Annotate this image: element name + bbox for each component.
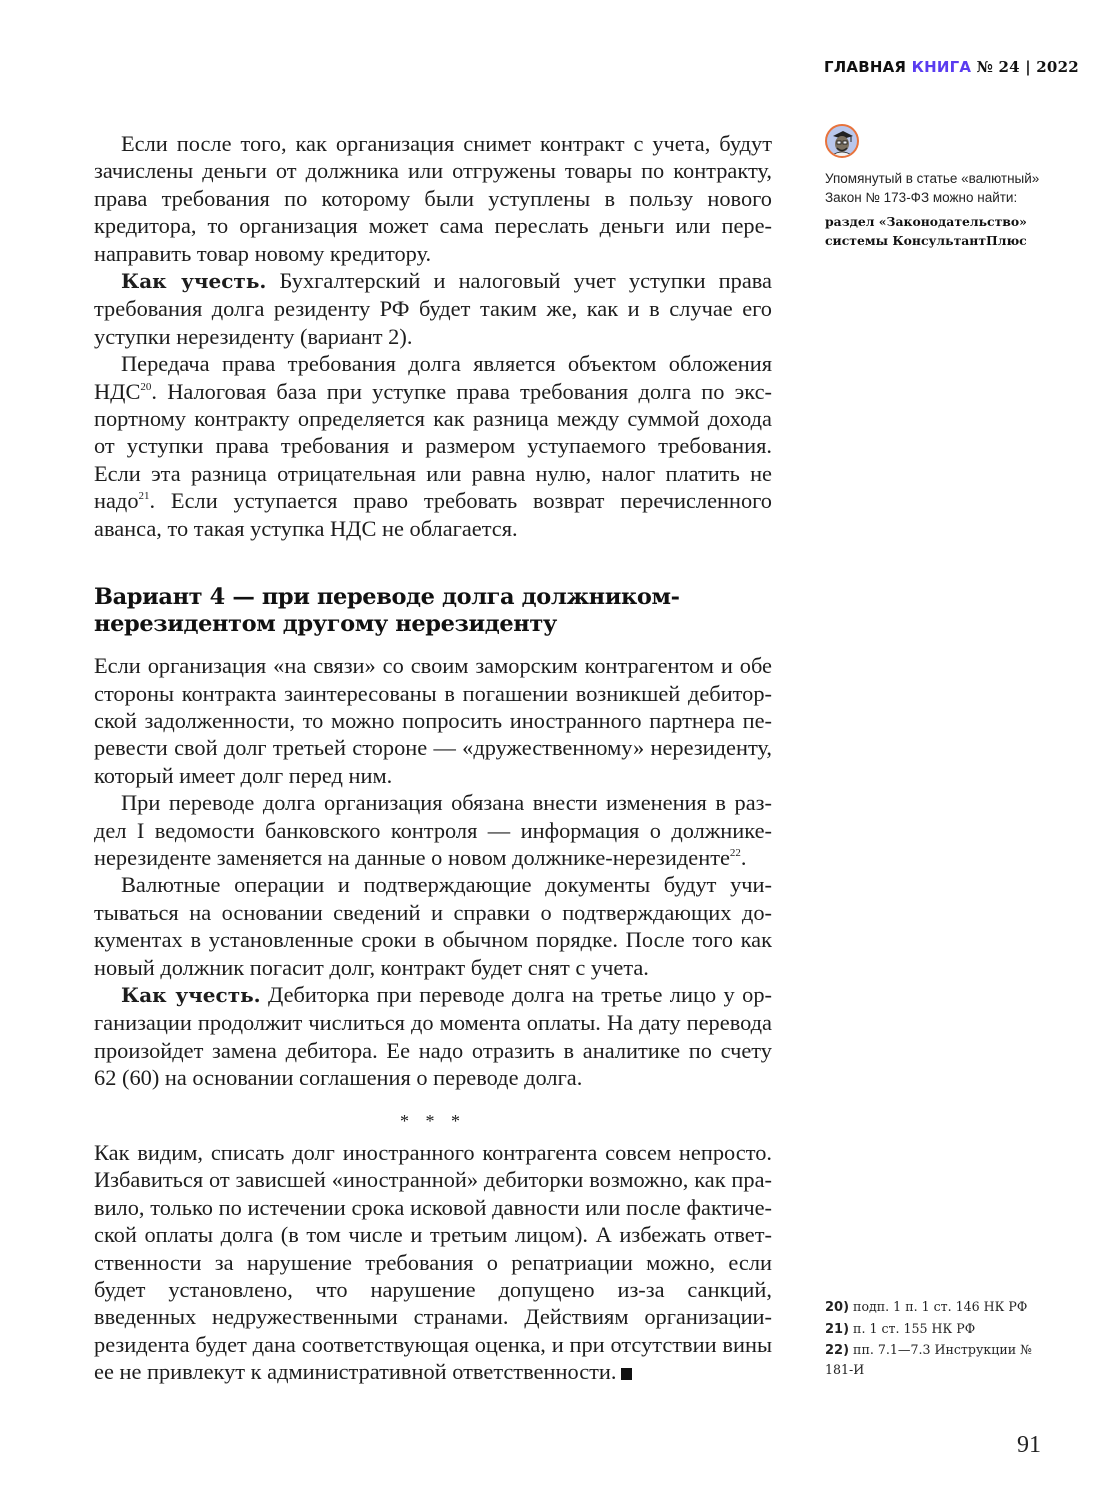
paragraph-lead: Как учесть. bbox=[121, 982, 261, 1007]
sidebar-note bbox=[825, 170, 1055, 250]
sidebar-note-text: Упомянутый в статье «валютный» Закон № 173-ФЗ можно найти: bbox=[825, 171, 1040, 205]
footnote: 22) пп. 7.1—7.3 Инструкции № 181-И bbox=[825, 1342, 1033, 1377]
footnote: 21) п. 1 ст. 155 НК РФ bbox=[825, 1321, 976, 1337]
paragraph: Валютные операции и подтверждающие документы будут учитываться на основании сведений и справки о подтверждающих документах в установленные сроки в обычном порядке. После того как новый должник погасит долг, контракт будет снят с учета. bbox=[94, 872, 772, 980]
article-body bbox=[94, 130, 772, 1386]
brand-name-part1: ГЛАВНАЯ bbox=[824, 58, 907, 76]
page-number: 91 bbox=[1017, 1432, 1041, 1458]
footnote: 20) подп. 1 п. 1 ст. 146 НК РФ bbox=[825, 1299, 1028, 1315]
brand-name-part2: КНИГА bbox=[911, 58, 972, 76]
paragraph: Передача права требования долга является объектом обложения НДС$^{20}$. Налоговая база при уступке права требования долга по экспортному контракту определяется как разница между суммой дохода от уступки права требования и размером уступаемого требования. Если эта разница отрицательная или равна нулю, налог платить не надо$^{21}$. Если уступается право требовать возврат перечисленного аванса, то такая уступка НДС не облагается. bbox=[94, 351, 772, 541]
footnote-ref[interactable]: 22 bbox=[729, 846, 741, 859]
magazine-header bbox=[824, 58, 1079, 76]
paragraph: При переводе долга организация обязана внести изменения в раздел I ведомости банковского контроля — информация о должнике-нерезиденте заменяется на данные о новом должнике-нерезиденте$^{22}$. bbox=[94, 790, 772, 870]
section-heading: Вариант 4 — при переводе долга должником-нерезидентом другому нерезиденту bbox=[94, 584, 680, 638]
section-separator: * * * bbox=[400, 1110, 466, 1131]
sidebar-note-link-text: раздел «Законодательство» системы КонсультантПлюс bbox=[825, 214, 1027, 248]
paragraph: Если организация «на связи» со своим заморским контрагентом и обе стороны контракта заинтересованы в погашении возникшей дебиторской задолженности, то можно попросить иностранного партнера перевести свой долг третьей стороне — «дружественному» нерезиденту, который имеет долг перед ним. bbox=[94, 653, 772, 788]
footnote-ref[interactable]: 20 bbox=[140, 380, 152, 393]
conclusion-paragraph: Как видим, списать долг иностранного контрагента совсем непросто. Избавиться от зависшей «иностранной» дебиторки возможно, как правило, только по истечении срока исковой давности или после фактической оплаты долга (в том числе и третьим лицом). А избежать ответственности за нарушение требования о репатриации можно, если будет установлено, что нарушение допущено из-за санкций, введенных недружественными странами. Действиям организации-резидента будет дана соответствующая оценка, и при отсутствии вины ее не привлекут к административной ответственности. bbox=[94, 1140, 772, 1385]
footnotes bbox=[825, 1296, 1055, 1379]
footnote-ref[interactable]: 21 bbox=[138, 490, 150, 503]
paragraph: Как учесть. Дебиторка при переводе долга на третье лицо у организации продолжит числиться до момента оплаты. На дату перевода произойдет замена дебитора. Ее надо отразить в аналитике по счету 62 (60) на основании соглашения о переводе долга. bbox=[94, 981, 772, 1091]
paragraph: Как учесть. Бухгалтерский и налоговый учет уступки права требования долга резиденту РФ будет таким же, как и в случае его уступки нерезиденту (вариант 2). bbox=[94, 268, 772, 349]
paragraph-lead: Как учесть. bbox=[121, 269, 267, 294]
issue-number: № 24 | 2022 bbox=[976, 58, 1079, 76]
professor-avatar-icon bbox=[825, 124, 859, 158]
paragraph: Если после того, как организация снимет контракт с учета, будут зачислены деньги от должника или отгружены товары по контракту, права требования по которому были уступлены в пользу нового кредитора, то организация может сама переслать деньги или перенаправить товар новому кредитору. bbox=[94, 131, 772, 266]
end-of-article-icon bbox=[621, 1368, 632, 1380]
